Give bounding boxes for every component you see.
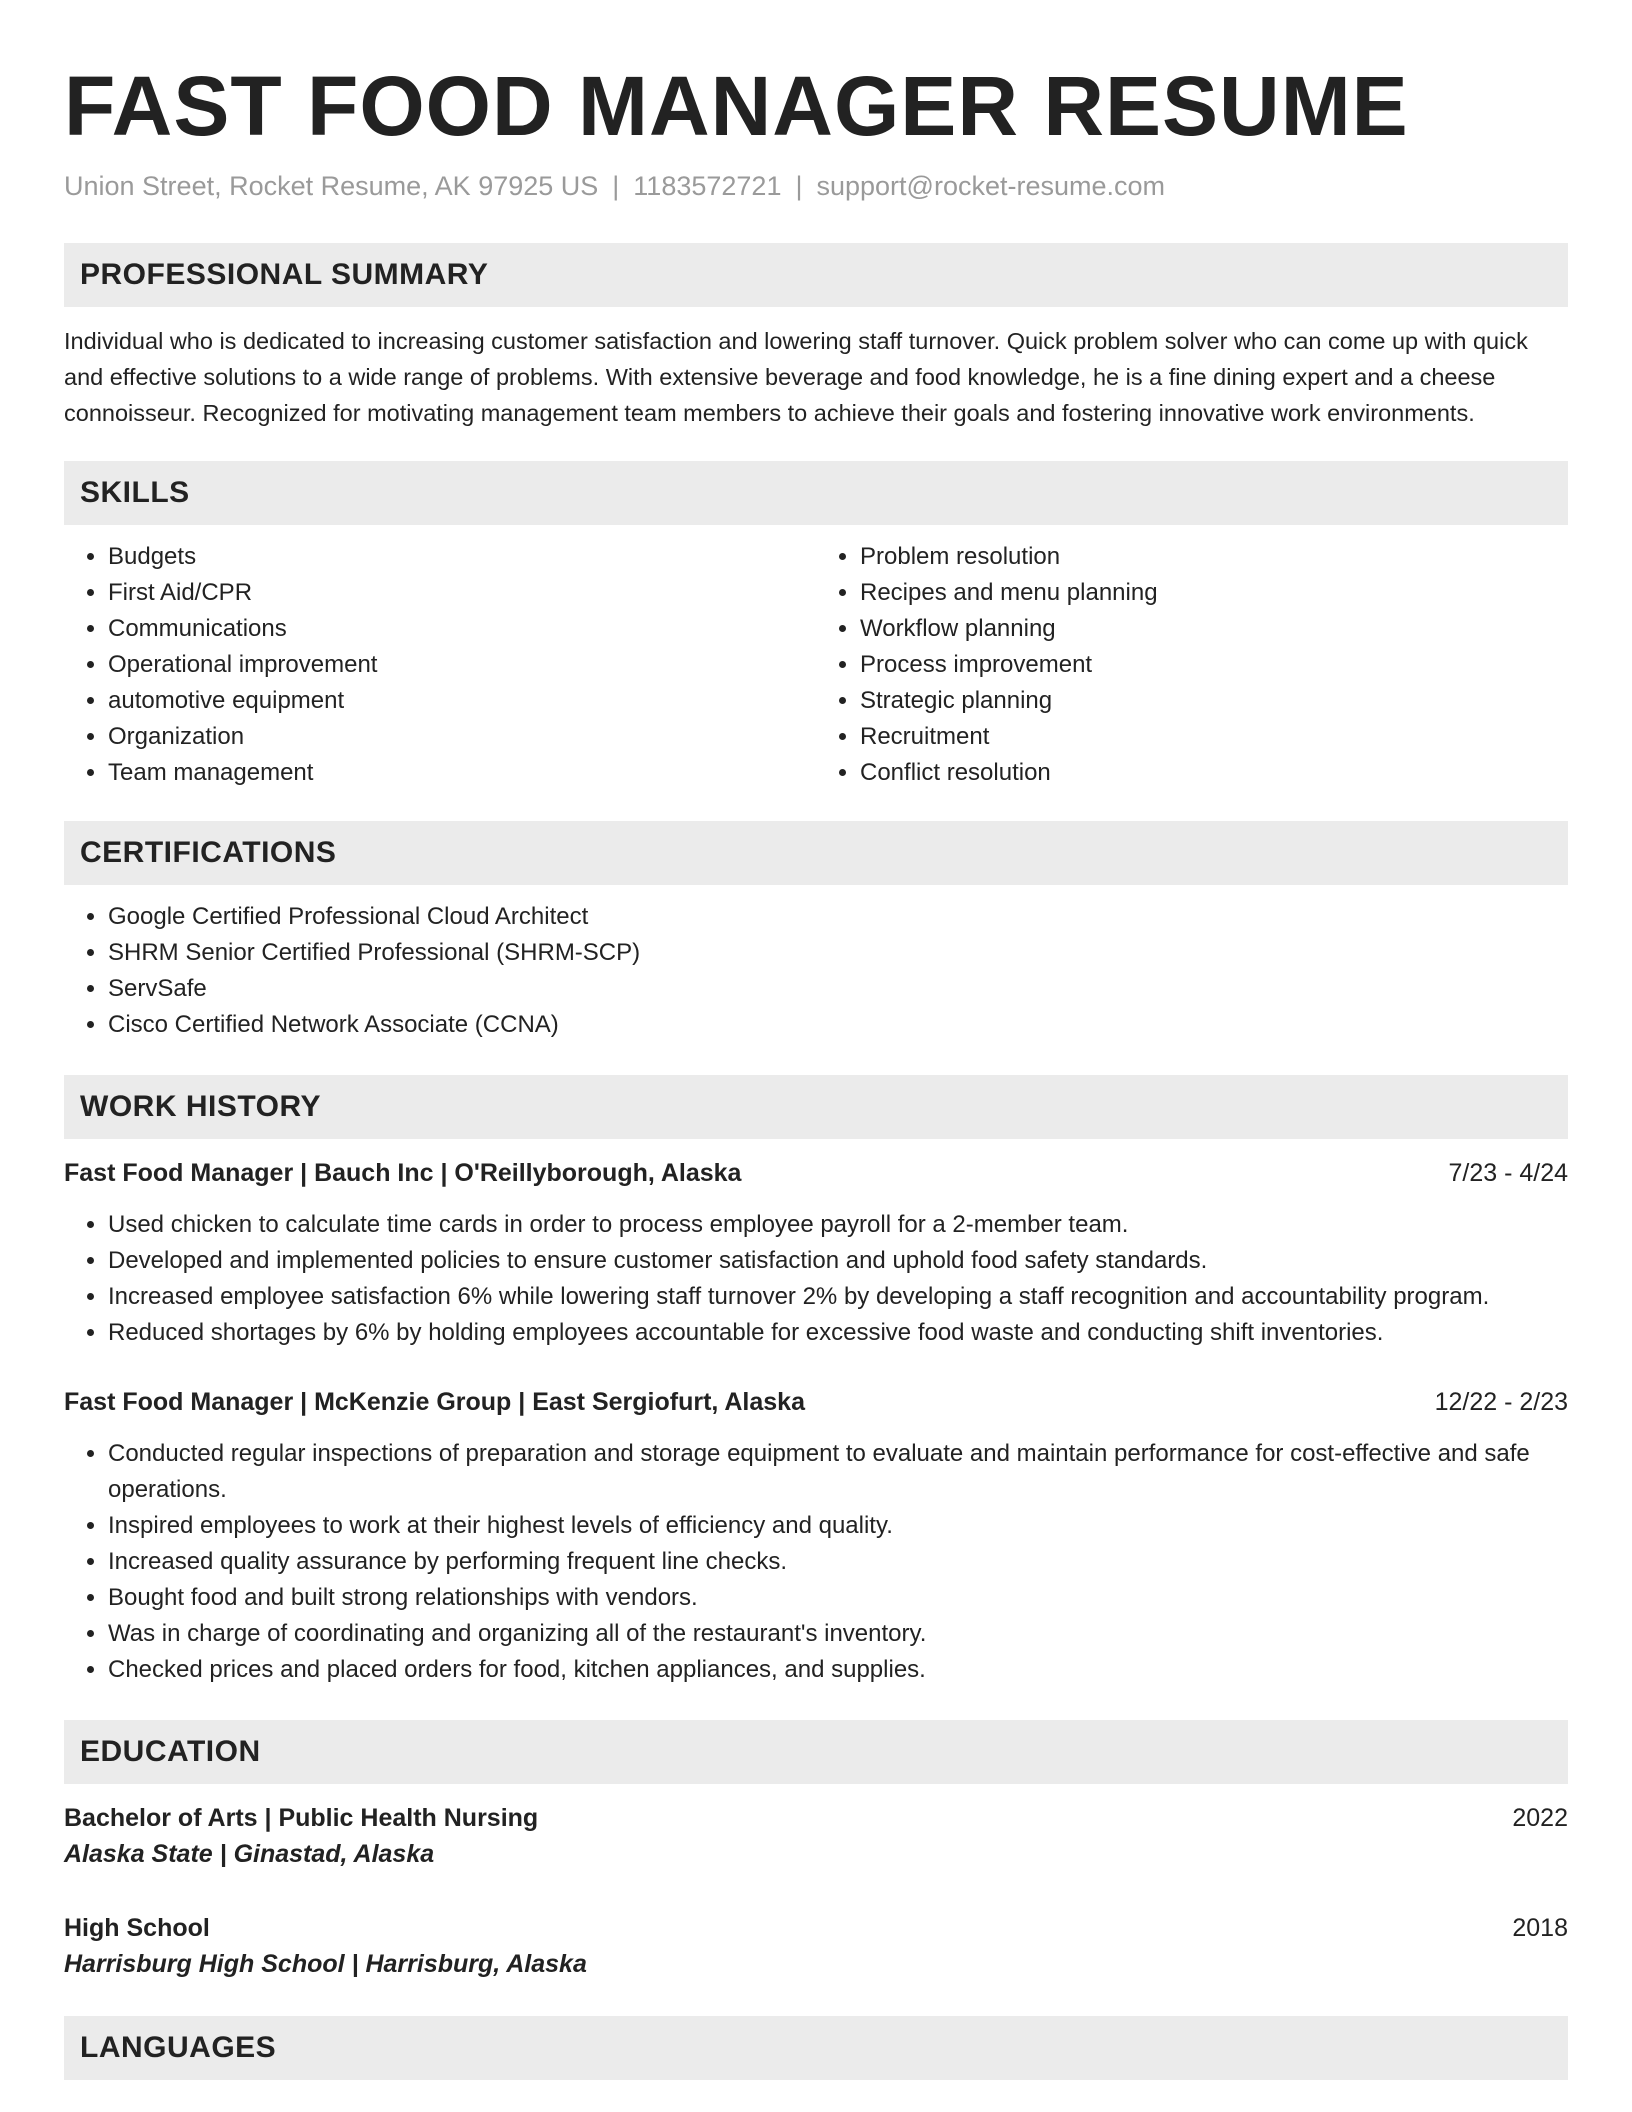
list-item: • automotive equipment — [108, 683, 816, 719]
job-header — [64, 1155, 1568, 1191]
resume-title: FAST FOOD MANAGER RESUME — [64, 59, 1409, 153]
certifications-list — [64, 899, 1568, 1043]
list-item: • Was in charge of coordinating and organizing all of the restaurant's inventory. — [108, 1616, 1568, 1652]
education-school: Harrisburg High School | Harrisburg, Alaska — [64, 1950, 587, 1978]
contact-phone: 1183572721 — [633, 171, 782, 201]
list-item: • Communications — [108, 611, 816, 647]
skills-list-left — [64, 539, 816, 791]
list-item: • Increased quality assurance by performing frequent line checks. — [108, 1544, 1568, 1580]
list-item: • First Aid/CPR — [108, 575, 816, 611]
job-header — [64, 1384, 1568, 1420]
education-school: Alaska State | Ginastad, Alaska — [64, 1840, 435, 1868]
list-item: • Problem resolution — [860, 539, 1568, 575]
education-header — [64, 1800, 1568, 1836]
job-dates: 12/22 - 2/23 — [1434, 1388, 1568, 1416]
list-item: • ServSafe — [108, 971, 1568, 1007]
list-item: • Cisco Certified Network Associate (CCNA) — [108, 1007, 1568, 1043]
skills-columns — [64, 539, 1568, 791]
list-item: • Recipes and menu planning — [860, 575, 1568, 611]
job-entry — [64, 1155, 1568, 1351]
job-entry — [64, 1384, 1568, 1688]
list-item: • Developed and implemented policies to ensure customer satisfaction and uphold food safety standards. — [108, 1243, 1568, 1279]
list-item: • Reduced shortages by 6% by holding employees accountable for excessive food waste and conducting shift inventories. — [108, 1315, 1568, 1351]
education-year: 2022 — [1512, 1804, 1568, 1832]
list-item: • Strategic planning — [860, 683, 1568, 719]
contact-address: Union Street, Rocket Resume, AK 97925 US — [64, 171, 599, 201]
list-item: • SHRM Senior Certified Professional (SHRM-SCP) — [108, 935, 1568, 971]
skills-list-right — [816, 539, 1568, 791]
section-heading-certifications: CERTIFICATIONS — [64, 821, 1568, 885]
list-item: • Conducted regular inspections of preparation and storage equipment to evaluate and maintain performance for cost-effective and safe operations. — [108, 1436, 1568, 1508]
contact-separator: | — [612, 171, 620, 201]
job-title: Fast Food Manager | Bauch Inc | O'Reillyborough, Alaska — [64, 1159, 742, 1187]
education-entry — [64, 1800, 1568, 1872]
section-heading-languages: LANGUAGES — [64, 2016, 1568, 2080]
list-item: • Workflow planning — [860, 611, 1568, 647]
job-bullets — [64, 1207, 1568, 1351]
list-item: • Organization — [108, 719, 816, 755]
education-degree: High School — [64, 1914, 210, 1942]
education-entry — [64, 1910, 1568, 1982]
list-item: • Checked prices and placed orders for food, kitchen appliances, and supplies. — [108, 1652, 1568, 1688]
contact-line — [64, 168, 1568, 204]
list-item: • Budgets — [108, 539, 816, 575]
section-heading-skills: SKILLS — [64, 461, 1568, 525]
education-header — [64, 1910, 1568, 1946]
list-item: • Increased employee satisfaction 6% while lowering staff turnover 2% by developing a staff recognition and accountability program. — [108, 1279, 1568, 1315]
job-title: Fast Food Manager | McKenzie Group | East Sergiofurt, Alaska — [64, 1388, 805, 1416]
section-heading-education: EDUCATION — [64, 1720, 1568, 1784]
list-item: • Inspired employees to work at their highest levels of efficiency and quality. — [108, 1508, 1568, 1544]
list-item: • Process improvement — [860, 647, 1568, 683]
contact-email[interactable]: support@rocket-resume.com — [816, 171, 1166, 201]
section-heading-work-history: WORK HISTORY — [64, 1075, 1568, 1139]
education-year: 2018 — [1512, 1914, 1568, 1942]
job-dates: 7/23 - 4/24 — [1448, 1159, 1568, 1187]
list-item: • Team management — [108, 755, 816, 791]
list-item: • Conflict resolution — [860, 755, 1568, 791]
list-item: • Used chicken to calculate time cards in order to process employee payroll for a 2-member team. — [108, 1207, 1568, 1243]
list-item: • Operational improvement — [108, 647, 816, 683]
summary-text: Individual who is dedicated to increasing customer satisfaction and lowering staff turnover. Quick problem solver who can come up with quick and effective solutions to a wide range of problems. With extensive beverage and food knowledge, he is a fine dining expert and a cheese connoisseur. Recognized for motivating management team members to achieve their goals and fostering innovative work environments. — [64, 328, 1528, 426]
contact-separator: | — [795, 171, 803, 201]
list-item: • Google Certified Professional Cloud Architect — [108, 899, 1568, 935]
job-bullets — [64, 1436, 1568, 1688]
list-item: • Bought food and built strong relationships with vendors. — [108, 1580, 1568, 1616]
education-degree: Bachelor of Arts | Public Health Nursing — [64, 1804, 539, 1832]
section-heading-summary: PROFESSIONAL SUMMARY — [64, 243, 1568, 307]
list-item: • Recruitment — [860, 719, 1568, 755]
